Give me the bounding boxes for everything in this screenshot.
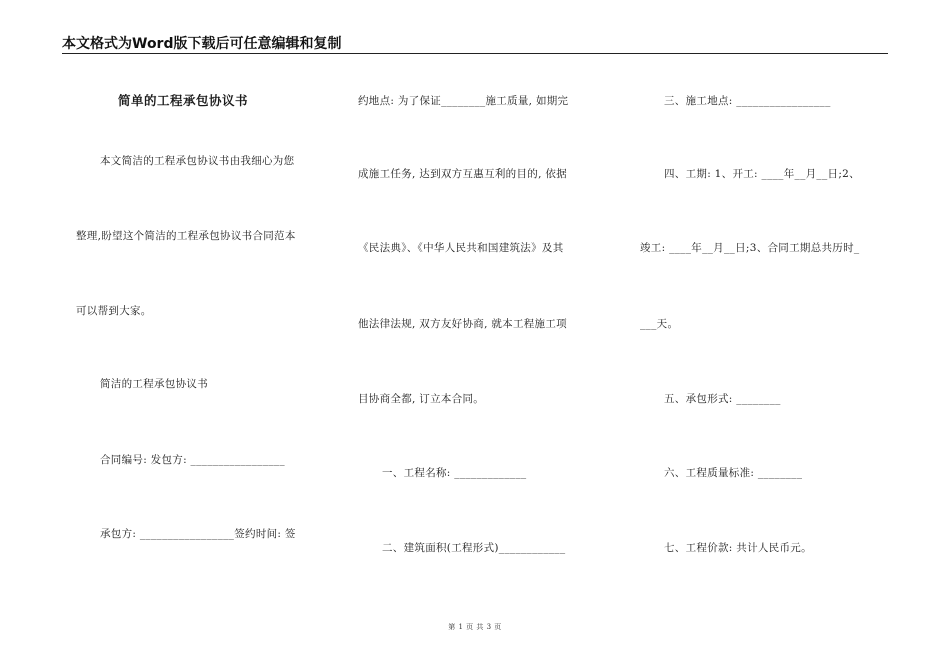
clause-line: 二、建筑面积(工程形式)____________ [382,542,566,554]
column-1 [62,0,332,672]
clause-line: 七、工程价款: 共计人民币元。 [664,542,812,554]
column-2 [358,0,608,672]
paragraph-line: 承包方: _________________签约时间: 签 [100,528,296,540]
paragraph-line: 目协商全都, 订立本合同。 [358,393,485,405]
page-header: 本文格式为Word版下载后可任意编辑和复制 [62,36,888,54]
paragraph-line: 成施工任务, 达到双方互惠互利的目的, 依据 [358,168,567,180]
paragraph-line: 《民法典》、《中华人民共和国建筑法》及其 [358,242,564,254]
paragraph-line: 他法律法规, 双方友好协商, 就本工程施工项 [358,318,567,330]
paragraph-line: 整理,盼望这个简洁的工程承包协议书合同范本 [76,230,296,242]
column-3 [634,0,894,672]
clause-line: 五、承包形式: ________ [664,393,781,405]
section-heading: 简洁的工程承包协议书 [100,378,208,390]
paragraph-line: 本文简洁的工程承包协议书由我细心为您 [100,155,295,167]
page-number: 第 1 页 共 3 页 [448,623,502,631]
clause-line: 四、工期: 1、开工: ____年__月__日;2、 [664,168,860,180]
paragraph-line: 可以帮到大家。 [76,305,152,317]
clause-line: 三、施工地点: _________________ [664,95,831,107]
clause-line: 六、工程质量标准: ________ [664,467,803,479]
paragraph-line: 竣工: ____年__月__日;3、合同工期总共历时_ [640,242,860,254]
paragraph-line: ___天。 [640,318,679,330]
clause-line: 一、工程名称: _____________ [382,467,527,479]
paragraph-line: 合同编号: 发包方: _________________ [100,454,285,466]
document-title: 简单的工程承包协议书 [118,93,249,108]
paragraph-line: 约地点: 为了保证________施工质量, 如期完 [358,95,569,107]
